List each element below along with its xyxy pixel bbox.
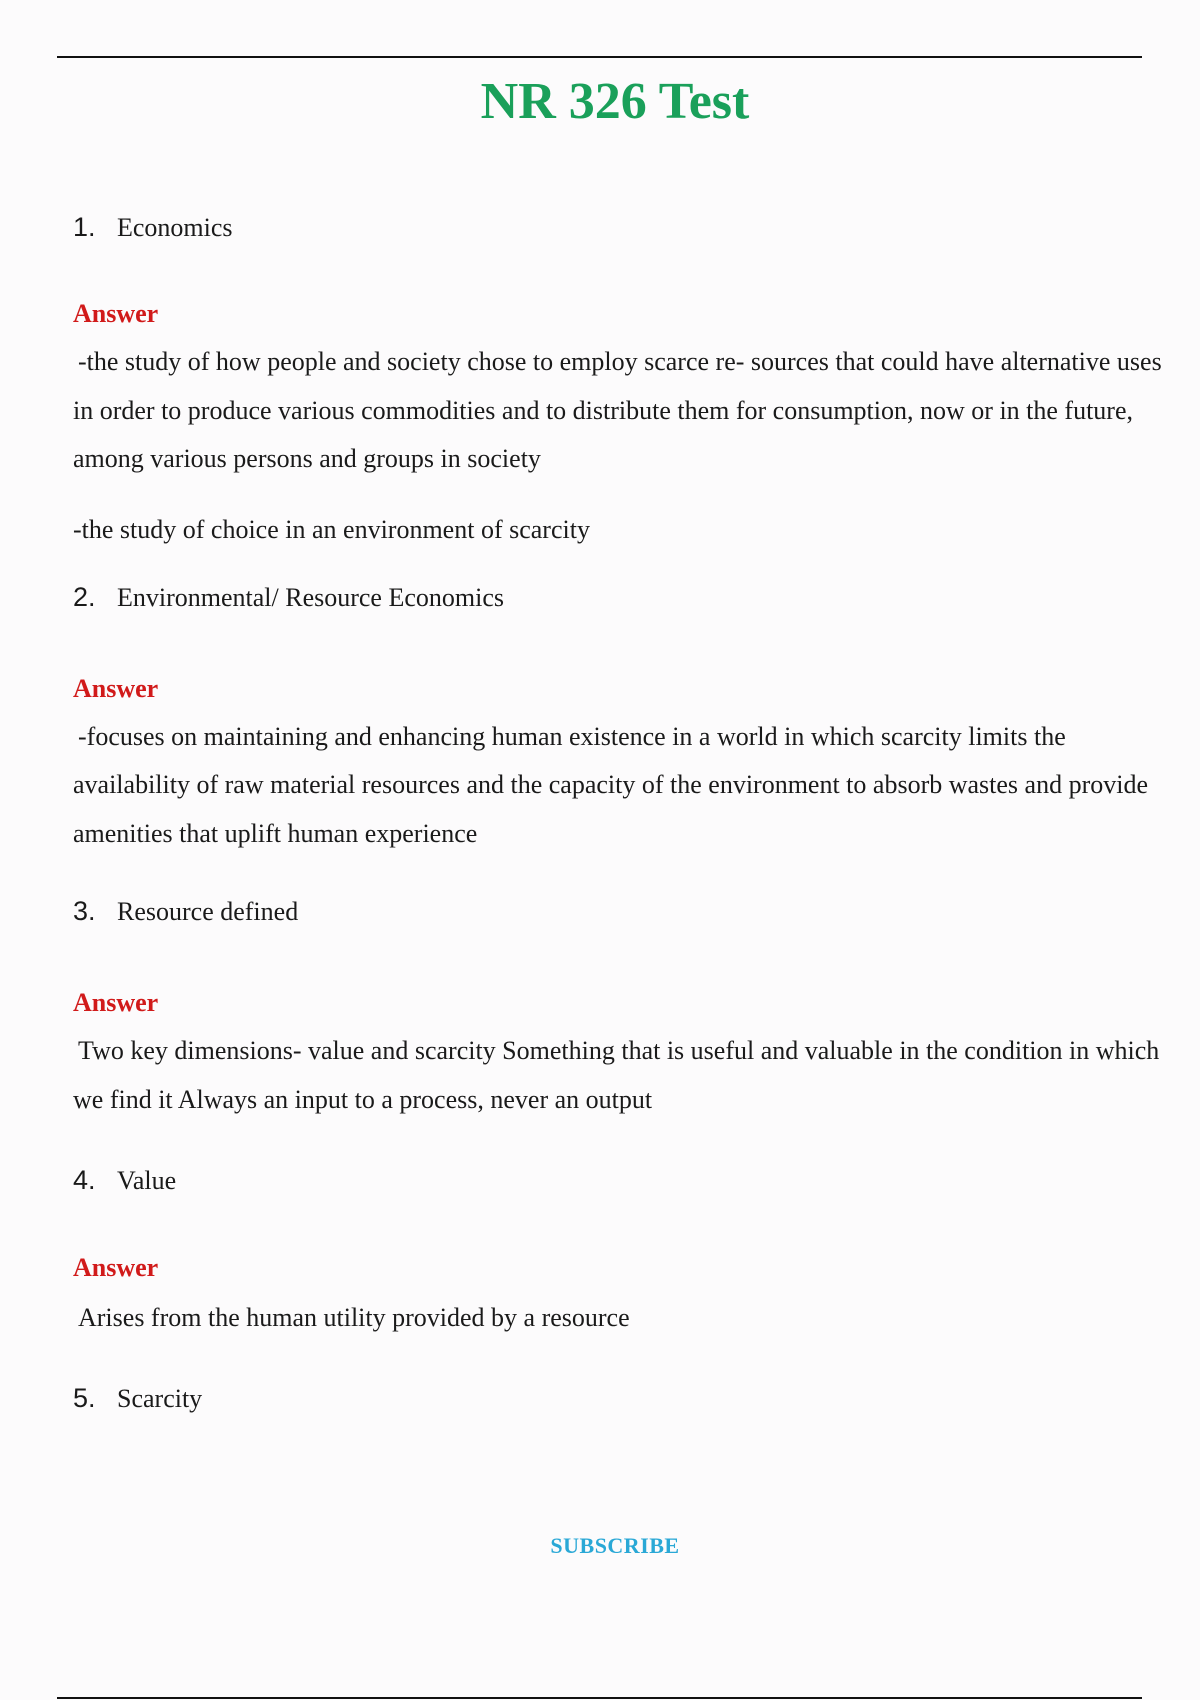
question-term: Economics [117,213,233,242]
answer-label: Answer [73,299,159,328]
answer-text: -focuses on maintaining and enhancing human existence in a world in which scarcity limits the availability of raw material resources and the capacity of the environment to absorb wastes and provide amenities that uplift human experience [73,721,1149,848]
answer-text: Arises from the human utility provided by a resource [78,1303,630,1332]
document-title: NR 326 Test [480,73,750,130]
answer-text: -the study of how people and society chose to employ scarce re- sources that could have alternative uses in order to produce various commodities and to distribute them for consumption, now or in the future, among various persons and groups in society [73,347,1162,473]
question-term: Environmental/ Resource Economics [117,582,505,612]
bottom-rule [57,1697,1142,1699]
question-1 [73,203,1163,252]
question-5 [73,1374,1163,1423]
question-term: Scarcity [117,1383,203,1413]
answer-label: Answer [73,673,159,703]
question-number: 1. [73,212,96,242]
answer-label: Answer [73,988,159,1017]
question-number: 2. [73,581,96,612]
question-3 [73,887,1163,936]
question-number: 5. [73,1382,96,1413]
question-term: Value [117,1166,177,1195]
question-number: 3. [73,896,96,926]
question-list [73,203,1163,1423]
answer-extra-text: -the study of choice in an environment of scarcity [73,514,590,544]
top-rule [57,56,1142,58]
question-4 [73,1156,1163,1205]
subscribe-link[interactable]: SUBSCRIBE [550,1533,680,1558]
answer-label: Answer [73,1253,159,1282]
question-term: Resource defined [117,897,299,926]
question-2 [73,573,1163,622]
question-number: 4. [73,1165,96,1195]
answer-text: Two key dimensions- value and scarcity Something that is useful and valuable in the condition in which we find it Always an input to a process, never an output [73,1036,1160,1114]
